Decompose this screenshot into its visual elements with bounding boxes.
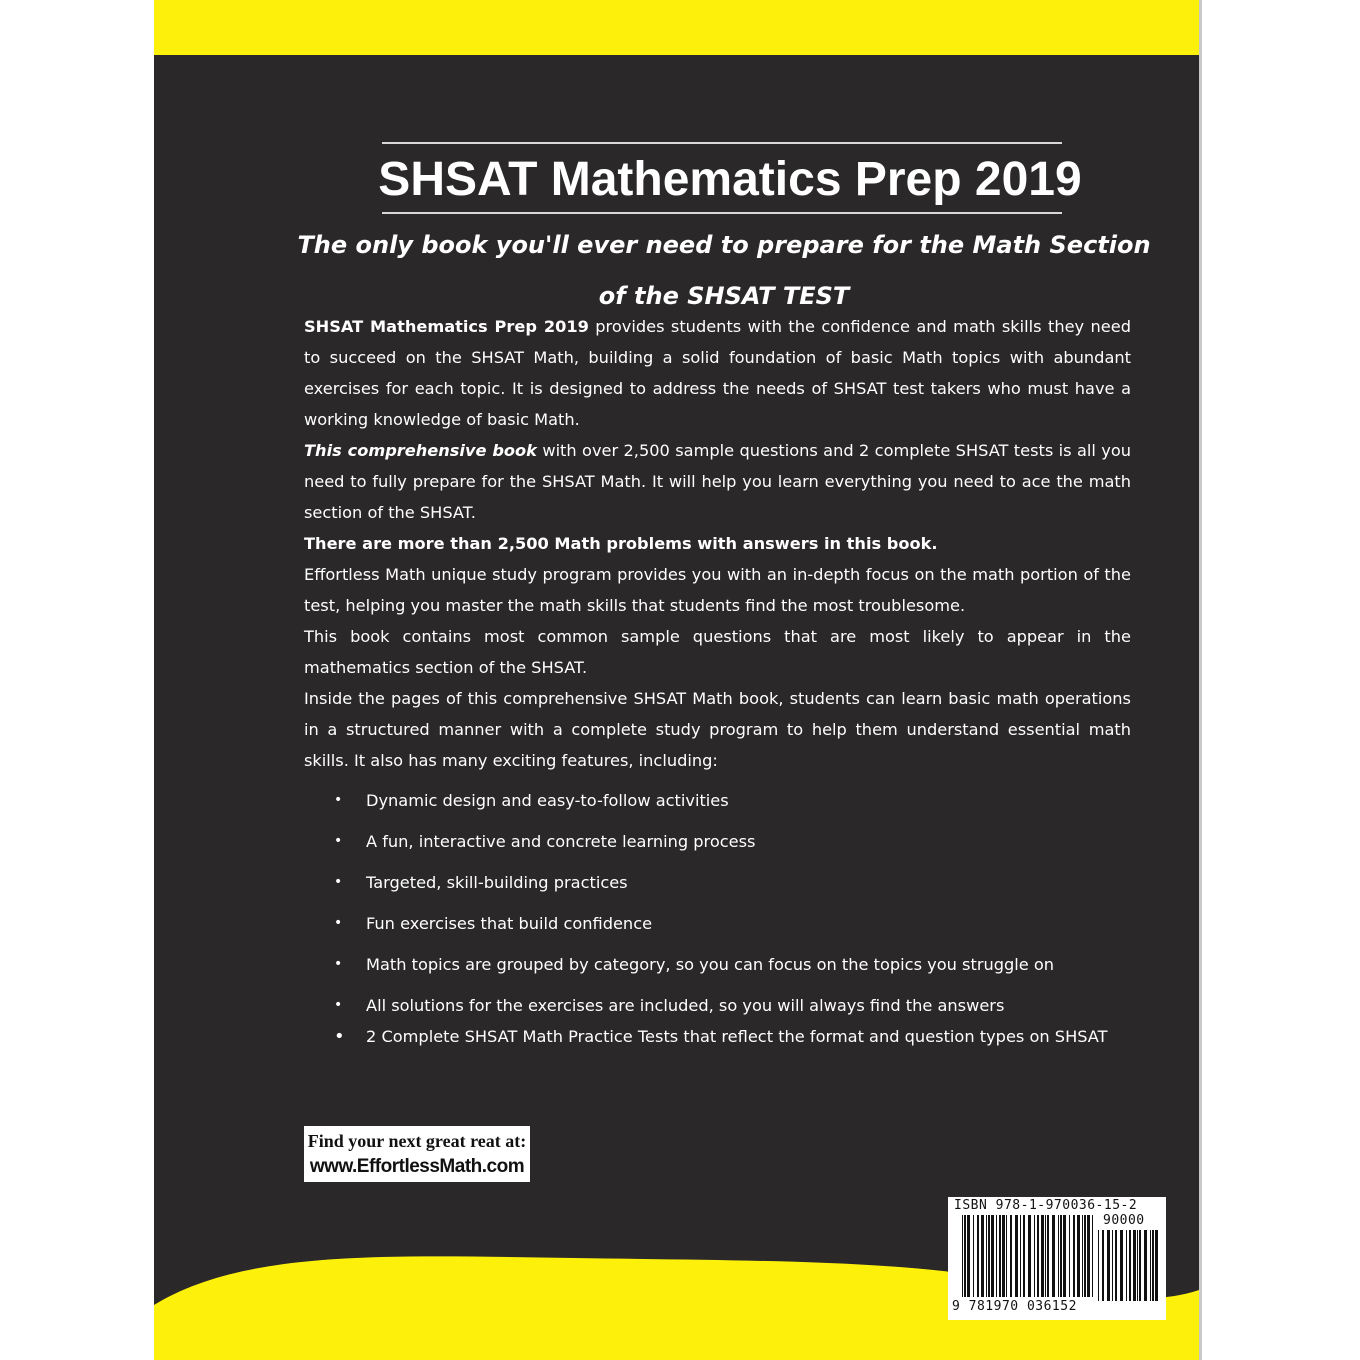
barcode-bar xyxy=(1006,1215,1007,1297)
feature-text: Fun exercises that build confidence xyxy=(366,914,653,933)
promo-line-1: Find your next great reat at: xyxy=(307,1131,527,1151)
barcode-bar xyxy=(1098,1230,1099,1301)
bullet-icon: • xyxy=(334,833,343,849)
barcode-bar xyxy=(1073,1215,1075,1297)
barcode-bar xyxy=(977,1215,979,1297)
barcode-bar xyxy=(964,1215,966,1297)
barcode-bar xyxy=(1126,1230,1127,1301)
barcode-bar xyxy=(1060,1215,1062,1297)
spine-edge xyxy=(1199,0,1202,1360)
barcode-bar xyxy=(1087,1215,1090,1297)
barcode-bar xyxy=(1063,1215,1066,1297)
description-paragraph-3 xyxy=(304,528,1131,559)
description xyxy=(304,311,1131,776)
barcode-bar xyxy=(988,1215,990,1297)
bullet-icon: • xyxy=(334,956,343,972)
barcode-bar xyxy=(996,1215,997,1297)
feature-text: Dynamic design and easy-to-follow activities xyxy=(366,791,729,810)
bullet-icon: • xyxy=(334,997,343,1013)
website-promo-box xyxy=(304,1126,530,1182)
subtitle-line-1: The only book you'll ever need to prepare for the Math Section xyxy=(297,231,1151,259)
barcode-bar xyxy=(1020,1215,1021,1297)
barcode-bar xyxy=(1137,1230,1138,1301)
bullet-icon: • xyxy=(334,1026,345,1047)
barcode-bar xyxy=(1015,1215,1018,1297)
barcode-bar xyxy=(986,1215,987,1297)
barcode-bar xyxy=(1037,1215,1039,1297)
barcode-bar xyxy=(962,1215,963,1297)
price-code: 90000 xyxy=(1103,1213,1145,1228)
barcode-bar xyxy=(973,1215,974,1297)
description-emphasis: This comprehensive book xyxy=(304,441,537,460)
barcode-bar xyxy=(1077,1215,1080,1297)
barcode-bar xyxy=(1152,1230,1154,1301)
feature-text: 2 Complete SHSAT Math Practice Tests that reflect the format and question types on SHSAT xyxy=(366,1027,1108,1046)
list-item xyxy=(304,1020,1164,1051)
feature-text: Math topics are grouped by category, so you can focus on the topics you struggle on xyxy=(366,955,1055,974)
problem-count-statement: There are more than 2,500 Math problems with answers in this book. xyxy=(304,534,938,553)
barcode-bar xyxy=(1082,1215,1083,1297)
barcode-bar xyxy=(1069,1215,1070,1297)
barcode-bar xyxy=(1092,1215,1093,1297)
title-bottom-rule xyxy=(382,212,1062,214)
list-item xyxy=(304,866,1164,907)
barcode-bar xyxy=(999,1215,1001,1297)
book-subtitle xyxy=(274,220,1174,322)
barcode-bar xyxy=(1041,1215,1044,1297)
feature-list xyxy=(304,784,1164,1051)
isbn-number: ISBN 978-1-970036-15-2 xyxy=(954,1198,1138,1213)
barcode-bar xyxy=(1133,1230,1136,1301)
barcode-bar xyxy=(1155,1230,1158,1301)
barcode-bar xyxy=(1150,1230,1151,1301)
barcode-digits: 9 781970 036152 xyxy=(952,1299,1077,1314)
isbn-barcode xyxy=(948,1197,1166,1320)
subtitle-line-2: of the SHSAT TEST xyxy=(598,282,850,310)
barcode-bar xyxy=(1052,1215,1055,1297)
description-paragraph-2 xyxy=(304,435,1131,528)
book-title: SHSAT Mathematics Prep 2019 xyxy=(378,153,1082,206)
list-item xyxy=(304,948,1164,989)
barcode-bar xyxy=(1058,1215,1059,1297)
barcode-bar xyxy=(1115,1230,1117,1301)
barcode-bar xyxy=(1107,1230,1110,1301)
bullet-icon: • xyxy=(334,874,343,890)
list-item xyxy=(304,784,1164,825)
description-paragraph-5: This book contains most common sample questions that are most likely to appear in the mathematics section of the SHSAT. xyxy=(304,627,1131,677)
barcode-bar xyxy=(1023,1215,1025,1297)
description-paragraph-1 xyxy=(304,311,1131,435)
barcode-bar xyxy=(1144,1230,1147,1301)
description-book-name: SHSAT Mathematics Prep 2019 xyxy=(304,317,589,336)
barcode-bar xyxy=(1084,1215,1086,1297)
barcode-bar xyxy=(1102,1230,1104,1301)
barcode-bar xyxy=(1129,1230,1131,1301)
barcode-bar xyxy=(1112,1230,1113,1301)
barcode-bar xyxy=(1139,1230,1141,1301)
barcode-bar xyxy=(1028,1215,1031,1297)
feature-text: Targeted, skill-building practices xyxy=(366,873,628,892)
top-yellow-band xyxy=(154,0,1199,55)
feature-text: A fun, interactive and concrete learning process xyxy=(366,832,756,851)
barcode-bar xyxy=(991,1215,994,1297)
barcode-bar xyxy=(1034,1215,1035,1297)
book-back-cover xyxy=(154,0,1199,1360)
barcode-bar xyxy=(1045,1215,1046,1297)
description-text: with over 2,500 sample questions and 2 complete SHSAT tests is all you need to fully prepare for the SHSAT Math. It will help you learn everything you need to ace the math section of the SHSAT. xyxy=(304,441,1131,522)
description-paragraph-4: Effortless Math unique study program provides you with an in-depth focus on the math portion of the test, helping you master the math skills that students find the most troublesome. xyxy=(304,565,1131,615)
barcode-bar xyxy=(1002,1215,1005,1297)
list-item xyxy=(304,989,1164,1020)
barcode-bar xyxy=(981,1215,984,1297)
title-top-rule xyxy=(382,142,1062,144)
promo-url: www.EffortlessMath.com xyxy=(309,1156,525,1177)
barcode-bar xyxy=(967,1215,970,1297)
barcode-bar xyxy=(1010,1215,1012,1297)
description-paragraph-6: Inside the pages of this comprehensive SHSAT Math book, students can learn basic math operations in a structured manner with a complete study program to help them understand essential math skills. It also has many exciting features, including: xyxy=(304,689,1131,770)
list-item xyxy=(304,825,1164,866)
list-item xyxy=(304,907,1164,948)
bullet-icon: • xyxy=(334,915,343,931)
barcode-bar xyxy=(1047,1215,1049,1297)
description-text: provides students with the confidence and math skills they need to succeed on the SHSAT Math, building a solid foundation of basic Math topics with abundant exercises for each topic. It is designed to address the needs of SHSAT test takers who must have a working knowledge of basic Math. xyxy=(304,317,1131,429)
bullet-icon: • xyxy=(334,792,343,808)
feature-text: All solutions for the exercises are included, so you will always find the answers xyxy=(366,996,1005,1015)
barcode-bar xyxy=(1120,1230,1123,1301)
